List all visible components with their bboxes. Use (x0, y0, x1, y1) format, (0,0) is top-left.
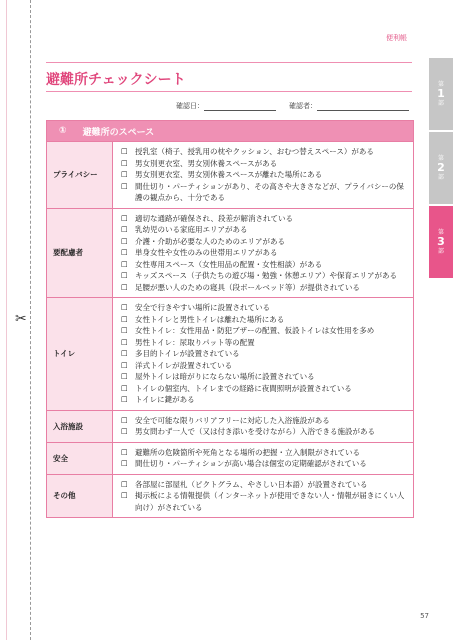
tab-part-2[interactable] (429, 132, 453, 204)
checklist-item (121, 259, 407, 271)
checklist-item (121, 415, 407, 427)
checklist-item-text: キッズスペース（子供たちの遊び場・勉強・休憩エリア）や保育エリアがある (135, 271, 397, 280)
checklist-item (121, 302, 407, 314)
tab-suffix: 部 (437, 174, 444, 181)
checklist-item (121, 458, 407, 470)
tab-prefix: 第 (437, 81, 444, 88)
checkbox-icon[interactable]: ☐ (121, 349, 128, 358)
confirm-person (289, 101, 409, 111)
tab-part-1[interactable] (429, 58, 453, 130)
checklist-item (121, 371, 407, 383)
checkbox-icon[interactable]: ☐ (121, 491, 128, 500)
checkbox-icon[interactable]: ☐ (121, 447, 128, 457)
checklist-item-text: 屋外トイレは暗がりにならない場所に設置されている (135, 372, 315, 381)
checklist-rows (47, 141, 413, 517)
checkbox-icon[interactable]: ☐ (121, 181, 128, 191)
checklist-item (121, 383, 407, 395)
title-rule-top (46, 62, 412, 63)
tab-suffix: 部 (437, 248, 444, 255)
header-tag: 便利帳 (386, 34, 407, 42)
tab-prefix: 第 (437, 155, 444, 162)
checklist-item-text: 男性トイレ：尿取りパット等の配置 (135, 337, 255, 347)
checkbox-icon[interactable]: ☐ (121, 225, 128, 234)
category-label: 入浴施設 (47, 411, 113, 442)
confirm-date (176, 101, 276, 111)
checklist-item-text: 単身女性や女性のみの世帯用エリアがある (135, 248, 278, 257)
checklist-item-text: 男女別更衣室、男女別休養スペースが離れた場所にある (135, 170, 323, 179)
checkbox-icon[interactable]: ☐ (121, 326, 128, 335)
section-title: 避難所のスペース (82, 127, 155, 138)
checklist-item-text: 乳幼児のいる家庭用エリアがある (135, 225, 248, 234)
checklist-item-text: 女性トイレ：女性用品・防犯ブザーの配置、仮設トイレは女性用を多め (135, 326, 375, 335)
checklist-item (121, 181, 407, 204)
tab-number: 2 (437, 161, 445, 174)
category-row (47, 208, 413, 298)
tab-suffix: 部 (437, 100, 444, 107)
title-rule-bottom (46, 91, 412, 92)
checklist-item (121, 479, 407, 491)
category-row (47, 410, 413, 442)
category-row (47, 442, 413, 474)
checklist-item-text: 避難所の危険箇所や死角となる場所の把握・立入制限がされている (135, 447, 360, 457)
checklist-item-text: 適切な通路が確保され、段差が解消されている (135, 213, 293, 223)
checklist-item (121, 169, 407, 181)
page-edge (6, 0, 7, 640)
checklist-item (121, 224, 407, 236)
checklist-item (121, 146, 407, 158)
tab-part-3[interactable] (429, 206, 453, 278)
checklist-item (121, 270, 407, 282)
checkbox-icon[interactable]: ☐ (121, 158, 128, 168)
checkbox-icon[interactable]: ☐ (121, 170, 128, 179)
checklist-item-text: 足腰が悪い人のための寝具（段ボールベッド等）が提供されている (135, 282, 360, 292)
scissors-icon: ✂ (15, 311, 27, 327)
checkbox-icon[interactable]: ☐ (121, 248, 128, 257)
tab-prefix: 第 (437, 229, 444, 236)
category-items (113, 142, 413, 208)
checklist-item-text: 女性専用スペース（女性用品の配置・女性相談）がある (135, 259, 323, 269)
checklist-table (46, 120, 414, 518)
checklist-item-text: 各部屋に部屋札（ピクトグラム、やさしい日本語）が設置されている (135, 479, 368, 489)
part-tabs (429, 58, 453, 280)
category-label: その他 (47, 475, 113, 518)
checklist-item (121, 447, 407, 459)
category-items (113, 411, 413, 442)
confirm-date-label: 確認日： (176, 102, 204, 110)
checklist-item (121, 426, 407, 438)
category-label: プライバシー (47, 142, 113, 208)
checkbox-icon[interactable]: ☐ (121, 383, 128, 393)
checklist-item-text: 多目的トイレが設置されている (135, 349, 240, 358)
checklist-item (121, 213, 407, 225)
checkbox-icon[interactable]: ☐ (121, 459, 128, 468)
checklist-item-text: 授乳室（椅子、授乳用の枕やクッション、おむつ替えスペース）がある (135, 147, 374, 156)
checklist-item-text: 男女別更衣室、男女別休養スペースがある (135, 158, 278, 168)
checklist-item-text: トイレに鍵がある (135, 395, 195, 404)
checklist-item (121, 360, 407, 372)
checklist-item-text: トイレの個室内、トイレまでの経路に夜間照明が設置されている (135, 383, 352, 393)
cut-line (30, 0, 31, 640)
category-row (47, 141, 413, 208)
checklist-item-text: 安全で可能な限りバリアフリーに対応した入浴施設がある (135, 415, 330, 425)
checklist-item-text: 洋式トイレが設置されている (135, 360, 233, 370)
checkbox-icon[interactable]: ☐ (121, 259, 128, 269)
section-header (47, 121, 413, 141)
checkbox-icon[interactable]: ☐ (121, 282, 128, 292)
checkbox-icon[interactable]: ☐ (121, 337, 128, 347)
checkbox-icon[interactable]: ☐ (121, 372, 128, 381)
tab-number: 3 (437, 235, 445, 248)
checkbox-icon[interactable]: ☐ (121, 213, 128, 223)
checkbox-icon[interactable]: ☐ (121, 314, 128, 324)
checklist-item (121, 236, 407, 248)
checklist-item-text: 女性トイレと男性トイレは離れた場所にある (135, 314, 285, 324)
checklist-item-text: 掲示板による情報提供（インターネットが使用できない人・情報が届きにくい人向け）がされている (135, 491, 405, 512)
checkbox-icon[interactable]: ☐ (121, 360, 128, 370)
checklist-item-text: 安全で行きやすい場所に設置されている (135, 303, 270, 312)
category-items (113, 443, 413, 474)
checkbox-icon[interactable]: ☐ (121, 479, 128, 489)
checklist-item (121, 247, 407, 259)
category-label: 安全 (47, 443, 113, 474)
checklist-item-text: 間仕切り・パーティションがあり、その高さや大きさなどが、プライバシーの保護の観点から、十分である (135, 181, 404, 202)
checklist-item (121, 282, 407, 294)
tab-number: 1 (437, 87, 445, 100)
checkbox-icon[interactable]: ☐ (121, 415, 128, 425)
checklist-item (121, 394, 407, 406)
checkbox-icon[interactable]: ☐ (121, 303, 128, 312)
category-items (113, 298, 413, 410)
page-title: 避難所チェックシート (46, 72, 186, 88)
checklist-item-text: 男女問わず一人で（又は付き添いを受けながら）入浴できる施設がある (135, 427, 375, 436)
category-items (113, 209, 413, 298)
category-items (113, 475, 413, 518)
checkbox-icon[interactable]: ☐ (121, 271, 128, 280)
category-row (47, 474, 413, 518)
section-number: ① (59, 126, 67, 136)
checklist-item (121, 158, 407, 170)
checklist-item (121, 325, 407, 337)
checklist-item (121, 314, 407, 326)
checklist-item (121, 490, 407, 513)
checklist-item-text: 介護・介助が必要な人のためのエリアがある (135, 236, 285, 246)
checkbox-icon[interactable]: ☐ (121, 395, 128, 404)
checkbox-icon[interactable]: ☐ (121, 427, 128, 436)
checklist-item-text: 間仕切り・パーティションが高い場合は個室の定期確認がされている (135, 459, 367, 468)
checklist-item (121, 337, 407, 349)
checklist-item (121, 348, 407, 360)
checkbox-icon[interactable]: ☐ (121, 236, 128, 246)
category-row (47, 297, 413, 410)
confirm-date-field[interactable] (204, 102, 276, 111)
page-number: 57 (420, 612, 429, 620)
confirm-person-label: 確認者： (289, 102, 317, 110)
confirm-person-field[interactable] (317, 102, 409, 111)
category-label: 要配慮者 (47, 209, 113, 298)
checkbox-icon[interactable]: ☐ (121, 147, 128, 156)
category-label: トイレ (47, 298, 113, 410)
